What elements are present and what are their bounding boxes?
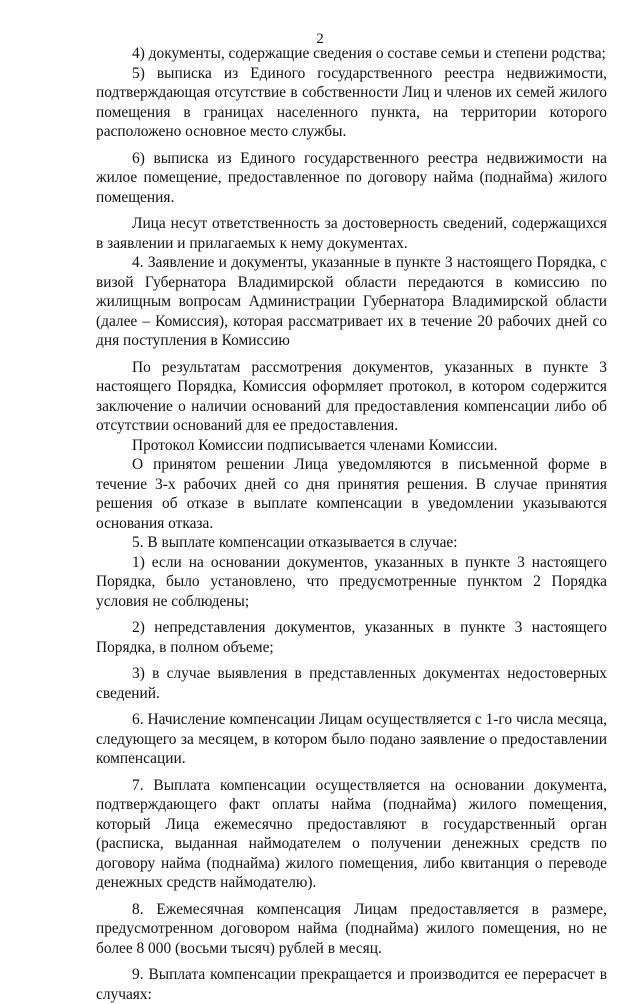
paragraph-refusal-1: 1) если на основании документов, указанных в пункте 3 настоящего Порядка, было установлено, что предусмотренные пунктом 2 Порядка условия не соблюдены; <box>96 553 607 610</box>
paragraph-item-6-registry-extract: 6) выписка из Единого государственного реестра недвижимости на жилое помещение, предоставленное по договору найма (поднайма) жилого помещения. <box>96 149 607 206</box>
paragraph-item-5-registry-extract: 5) выписка из Единого государственного реестра недвижимости, подтверждающая отсутствие в собственности Лиц и членов их семей жилого помещения в границах населенного пункта, на территории которого расположено основное место службы. <box>96 64 607 140</box>
paragraph-refusal-2: 2) непредставления документов, указанных в пункте 3 настоящего Порядка, в полном объеме; <box>96 619 607 656</box>
paragraph-section-4: 4. Заявление и документы, указанные в пункте 3 настоящего Порядка, с визой Губернатора Владимирской области передаются в комиссию по жилищным вопросам Администрации Губернатора Владимирской области (далее – Комиссия), которая рассматривает их в течение 20 рабочих дней со дня поступления в Комиссию <box>96 254 607 349</box>
paragraph-section-9: 9. Выплата компенсации прекращается и производится ее перерасчет в случаях: <box>96 966 607 1003</box>
paragraph-section-7: 7. Выплата компенсации осуществляется на основании документа, подтверждающего факт оплаты найма (поднайма) жилого помещения, который Лица ежемесячно предоставляют в государственный орган (расписка, выданная наймодателем о получении денежных средств по договору найма (поднайма) жилого помещения, либо квитанция о переводе денежных средств наймодателю). <box>96 776 607 891</box>
paragraph-refusal-3: 3) в случае выявления в представленных документах недостоверных сведений. <box>96 665 607 702</box>
paragraph-item-4-documents: 4) документы, содержащие сведения о составе семьи и степени родства; <box>132 45 606 62</box>
paragraph-section-8: 8. Ежемесячная компенсация Лицам предоставляется в размере, предусмотренном договором найма (поднайма) жилого помещения, но не более 8 000 (восьми тысяч) рублей в месяц. <box>96 900 607 957</box>
document-body <box>96 44 607 1004</box>
paragraph-section-5: 5. В выплате компенсации отказывается в случае: <box>132 534 458 551</box>
page-number: 2 <box>316 31 324 47</box>
paragraph-responsibility: Лица несут ответственность за достоверность сведений, содержащихся в заявлении и прилагаемых к нему документах. <box>96 215 607 252</box>
paragraph-notification: О принятом решении Лица уведомляются в письменной форме в течение 3-х рабочих дней со дня принятия решения. В случае принятия решения об отказе в выплате компенсации в уведомлении указываются основания отказа. <box>96 456 607 532</box>
paragraph-protocol-signing: Протокол Комиссии подписывается членами Комиссии. <box>132 436 498 454</box>
paragraph-review-results: По результатам рассмотрения документов, указанных в пункте 3 настоящего Порядка, Комиссия оформляет протокол, в котором содержится заключение о наличии оснований для предоставления компенсации либо об отсутствии оснований для ее предоставления. <box>96 358 607 434</box>
paragraph-section-6: 6. Начисление компенсации Лицам осуществляется с 1-го числа месяца, следующего за месяцем, в котором было подано заявление о предоставлении компенсации. <box>96 711 607 767</box>
